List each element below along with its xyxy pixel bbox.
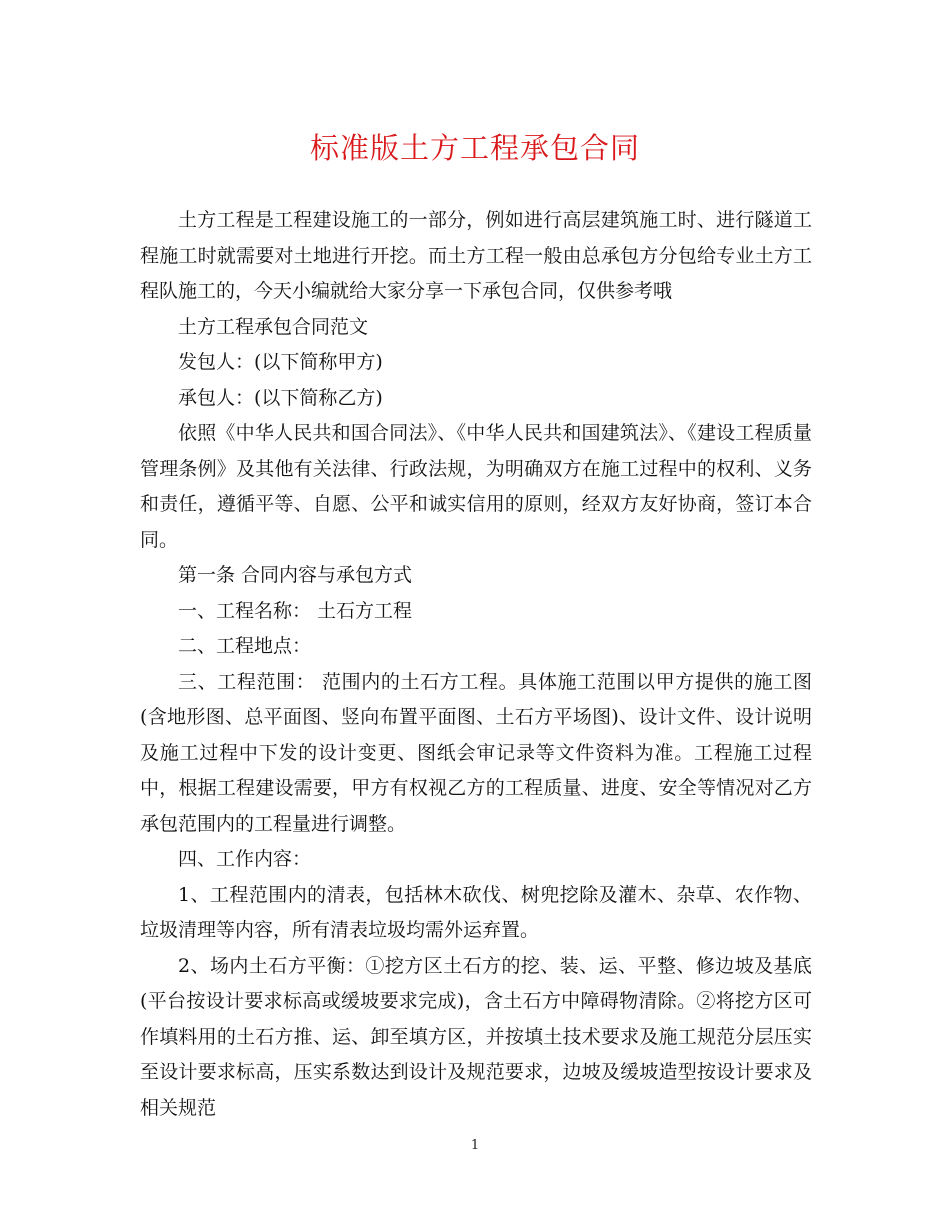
document-body xyxy=(140,203,812,1126)
paragraph-intro: 土方工程是工程建设施工的一部分，例如进行高层建筑施工时、进行隧道工程施工时就需要对土地进行开挖。而土方工程一般由总承包方分包给专业土方工程队施工的，今天小编就给大家分享一下承包合同，仅供参考哦 xyxy=(140,209,812,302)
paragraph-article-1-heading: 第一条 合同内容与承包方式 xyxy=(178,564,413,586)
paragraph-project-scope: 三、工程范围： 范围内的土石方工程。具体施工范围以甲方提供的施工图(含地形图、总平面图、竖向布置平面图、土石方平场图)、设计文件、设计说明及施工过程中下发的设计变更、图纸会审记录等文件资料为准。工程施工过程中，根据工程建设需要，甲方有权视乙方的工程质量、进度、安全等情况对乙方承包范围内的工程量进行调整。 xyxy=(140,670,812,835)
paragraph-contract-sample-heading: 土方工程承包合同范文 xyxy=(178,315,369,338)
paragraph-project-name: 一、工程名称： 土石方工程 xyxy=(178,599,413,622)
paragraph-work-item-2: 2、场内土石方平衡：①挖方区土石方的挖、装、运、平整、修边坡及基底(平台按设计要求标高或缓坡要求完成)，含土石方中障碍物清除。②将挖方区可作填料用的土石方推、运、卸至填方区，并按填土技术要求及施工规范分层压实至设计要求标高，压实系数达到设计及规范要求，边坡及缓坡造型按设计要求及相关规范 xyxy=(140,954,812,1119)
paragraph-project-location: 二、工程地点： xyxy=(178,635,312,657)
paragraph-work-item-1: 1、工程范围内的清表，包括林木砍伐、树兜挖除及灌木、杂草、农作物、垃圾清理等内容，所有清表垃圾均需外运弃置。 xyxy=(140,883,812,941)
paragraph-work-content-heading: 四、工作内容： xyxy=(178,848,312,870)
page-number: 1 xyxy=(470,1138,480,1153)
paragraph-contractor: 承包人：(以下简称乙方) xyxy=(178,386,383,409)
paragraph-legal-basis: 依照《中华人民共和国合同法》、《中华人民共和国建筑法》、《建设工程质量管理条例》及其他有关法律、行政法规，为明确双方在施工过程中的权利、义务和责任，遵循平等、自愿、公平和诚实信用的原则，经双方友好协商，签订本合同。 xyxy=(140,422,812,551)
paragraph-employer: 发包人：(以下简称甲方) xyxy=(178,351,383,373)
document-title: 标准版土方工程承包合同 xyxy=(309,131,640,165)
